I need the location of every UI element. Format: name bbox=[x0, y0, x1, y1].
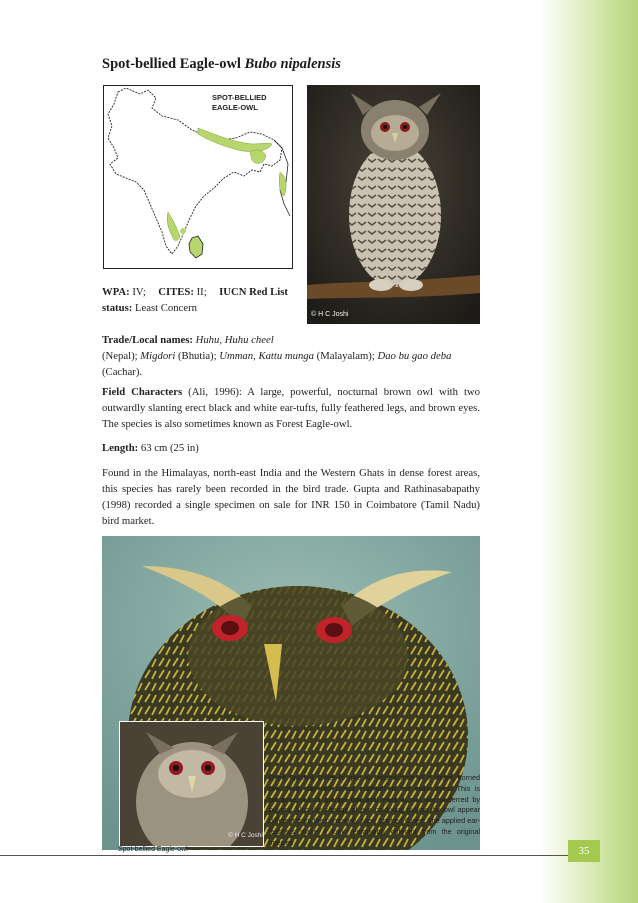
wpa-value: IV; bbox=[132, 286, 146, 298]
scientific-name: Bubo nipalensis bbox=[244, 56, 341, 72]
inset-caption: Spot-bellied Eagle-owl bbox=[118, 846, 188, 853]
page-number-badge bbox=[568, 840, 600, 862]
map-label: SPOT-BELLIED EAGLE-OWL bbox=[212, 93, 267, 112]
status-value: Least Concern bbox=[134, 302, 197, 314]
inset-owl-photo bbox=[119, 721, 264, 847]
map-outline bbox=[104, 86, 292, 268]
distribution-paragraph: Found in the Himalayas, north-east India and the Western Ghats in dense forest areas, this species has rarely been recorded in the bird trade. Gupta and Rathinasabapathy (1998) recorded a single specimen on sale for INR 150 in Coimbatore (Tamil Nadu) bird market. bbox=[102, 467, 480, 527]
footer-rule bbox=[0, 855, 568, 856]
field-characters-paragraph: Field Characters (Ali, 1996): A large, powerful, nocturnal brown owl with two outwardly slanting erect black and white ear-tufts, fully feathered legs, and brown eyes. The species is also sometimes known as Forest Eagle-owl. bbox=[102, 386, 480, 430]
cites-value: II; bbox=[196, 286, 207, 298]
trade-names-paragraph: Trade/Local names: Huhu, Huhu cheel (Nepal); Migdori (Bhutia); Umman, Kattu munga (Malayalam); Dao bu gao deba (Cachar). bbox=[102, 334, 452, 378]
photo-credit: © H C Joshi bbox=[311, 311, 349, 318]
owl-illustration bbox=[307, 85, 480, 324]
common-name: Spot-bellied Eagle-owl bbox=[102, 56, 241, 72]
page-number: 35 bbox=[578, 845, 590, 857]
status-label: status: bbox=[102, 302, 133, 314]
iucn-label: IUCN Red List bbox=[219, 286, 288, 298]
conservation-status bbox=[102, 284, 288, 316]
owl-photo bbox=[307, 85, 480, 324]
inset-photo-credit: © H C Joshi bbox=[228, 832, 263, 839]
wpa-label: WPA: bbox=[102, 286, 130, 298]
decorative-green-strip bbox=[540, 0, 638, 903]
inset-owl-illustration bbox=[120, 722, 263, 846]
distribution-map bbox=[103, 85, 293, 269]
cites-label: CITES: bbox=[158, 286, 194, 298]
dyed-owlet-caption: Dyed Spotted Owlet to give an appearance of a larger, horned owl. Note the red colour inserted in the owl's eyes. This is because red or orange coloured eyes in owl are preferred by buyers. Also the change of eye colouring makes the owl appear different from the commonly seen Spotted Owlet. The applied ear-feathers make it look remarkably different from the original species bbox=[269, 773, 480, 847]
length-paragraph: Length: 63 cm (25 in) bbox=[102, 442, 199, 454]
page-title bbox=[102, 56, 341, 73]
